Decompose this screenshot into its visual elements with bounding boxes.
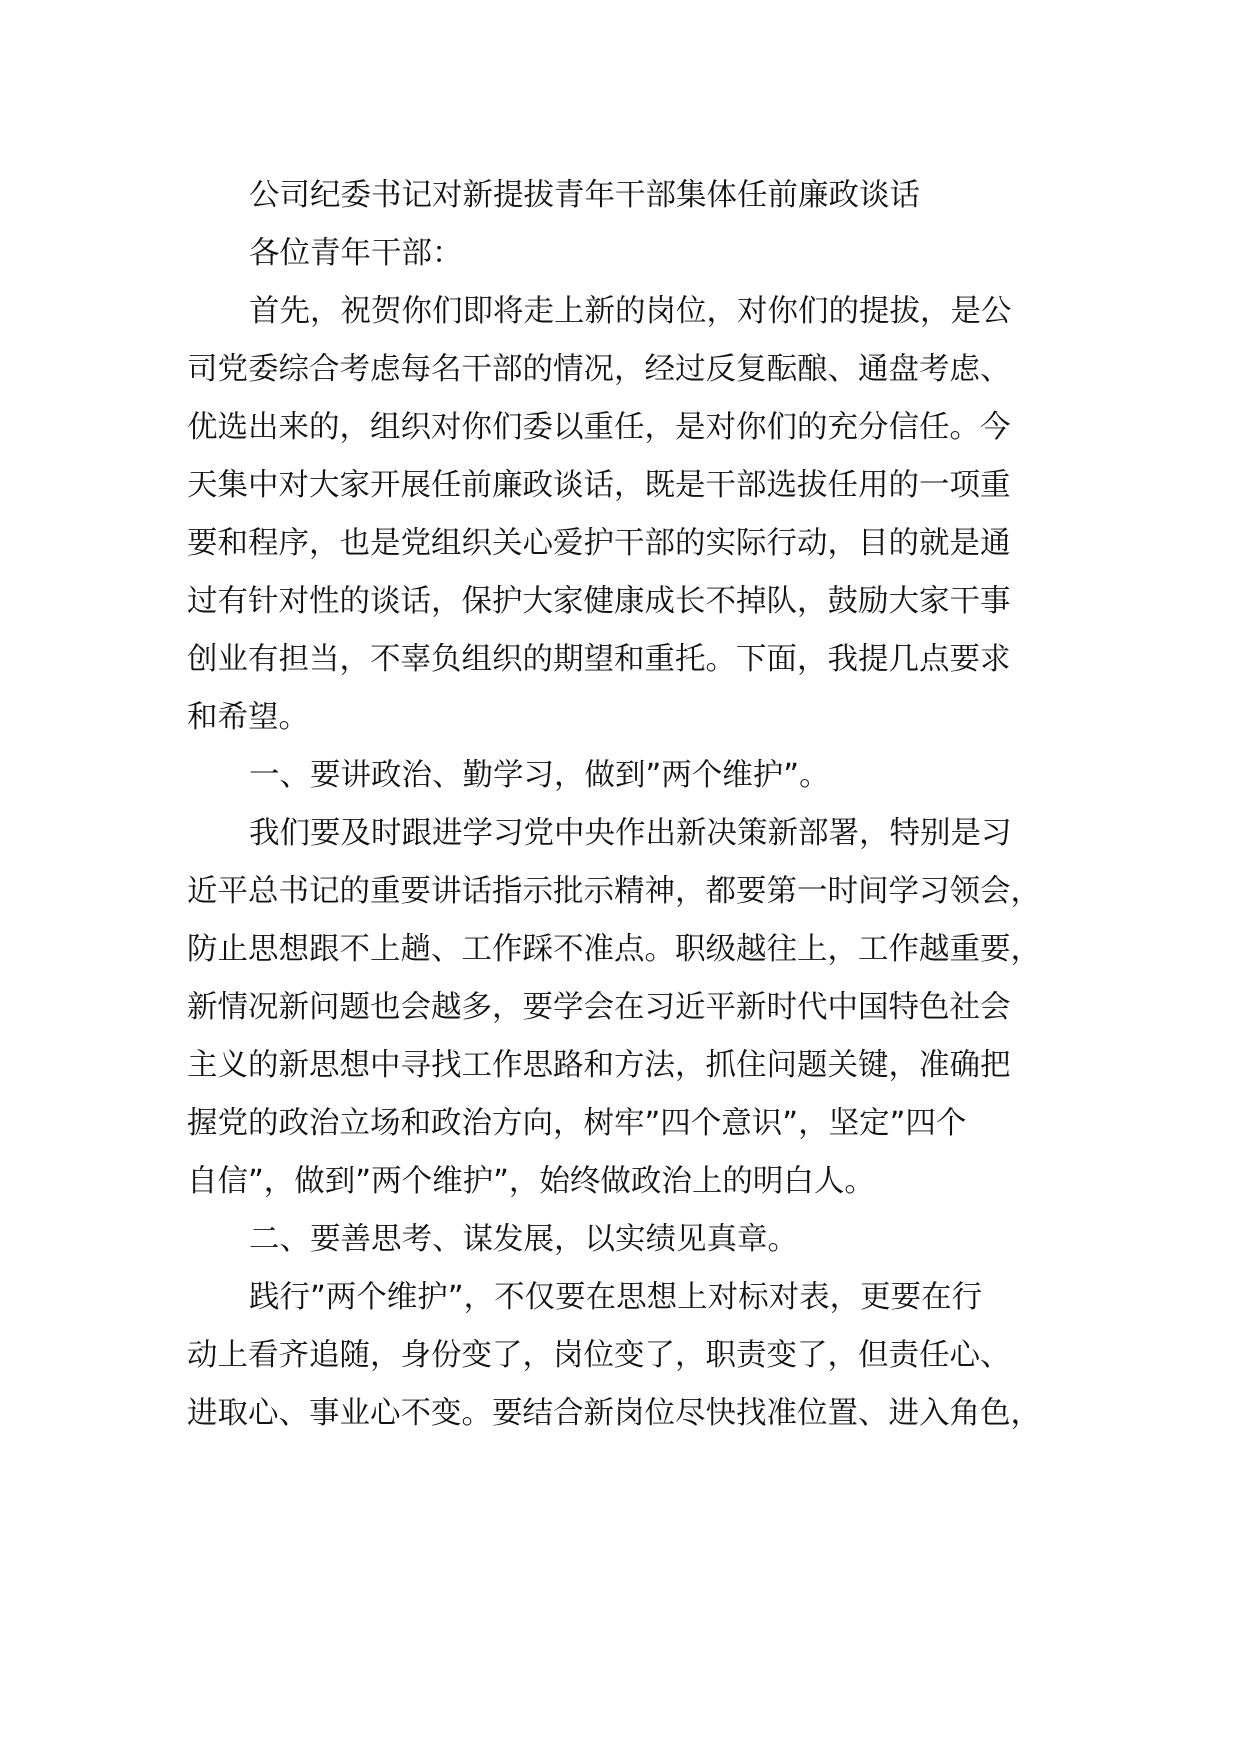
paragraph-line: 主义的新思想中寻找工作思路和方法，抓住问题关键，准确把 (187, 1048, 1011, 1083)
paragraph-line: 优选出来的，组织对你们委以重任，是对你们的充分信任。今 (187, 410, 1011, 445)
paragraph-line: 和希望。 (187, 700, 309, 735)
paragraph-line: 动上看齐追随，身份变了，岗位变了，职责变了，但责任心、 (187, 1338, 1011, 1373)
section-heading: 一、要讲政治、勤学习，做到”两个维护”。 (249, 758, 830, 793)
paragraph-line: 自信”，做到”两个维护”，始终做政治上的明白人。 (187, 1164, 875, 1199)
paragraph-line: 首先，祝贺你们即将走上新的岗位，对你们的提拔，是公 (249, 294, 1012, 329)
section-heading: 二、要善思考、谋发展，以实绩见真章。 (249, 1222, 798, 1257)
document-title: 公司纪委书记对新提拔青年干部集体任前廉政谈话 (249, 178, 920, 213)
paragraph-line: 新情况新问题也会越多，要学会在习近平新时代中国特色社会 (187, 990, 1011, 1025)
paragraph-line: 过有针对性的谈话，保护大家健康成长不掉队，鼓励大家干事 (187, 584, 1011, 619)
paragraph-line: 近平总书记的重要讲话指示批示精神，都要第一时间学习领会， (187, 874, 1041, 909)
paragraph-line: 要和程序，也是党组织关心爱护干部的实际行动，目的就是通 (187, 526, 1011, 561)
paragraph-line: 进取心、事业心不变。要结合新岗位尽快找准位置、进入角色， (187, 1396, 1041, 1431)
paragraph-line: 我们要及时跟进学习党中央作出新决策新部署，特别是习 (249, 816, 1012, 851)
paragraph-line: 握党的政治立场和政治方向，树牢”四个意识”，坚定”四个 (187, 1106, 967, 1141)
paragraph-line: 践行”两个维护”，不仅要在思想上对标对表，更要在行 (249, 1280, 983, 1315)
paragraph-line: 天集中对大家开展任前廉政谈话，既是干部选拔任用的一项重 (187, 468, 1011, 503)
salutation: 各位青年干部： (249, 236, 463, 271)
paragraph-line: 司党委综合考虑每名干部的情况，经过反复酝酿、通盘考虑、 (187, 352, 1011, 387)
paragraph-line: 创业有担当，不辜负组织的期望和重托。下面，我提几点要求 (187, 642, 1011, 677)
paragraph-line: 防止思想跟不上趟、工作踩不准点。职级越往上，工作越重要， (187, 932, 1041, 967)
